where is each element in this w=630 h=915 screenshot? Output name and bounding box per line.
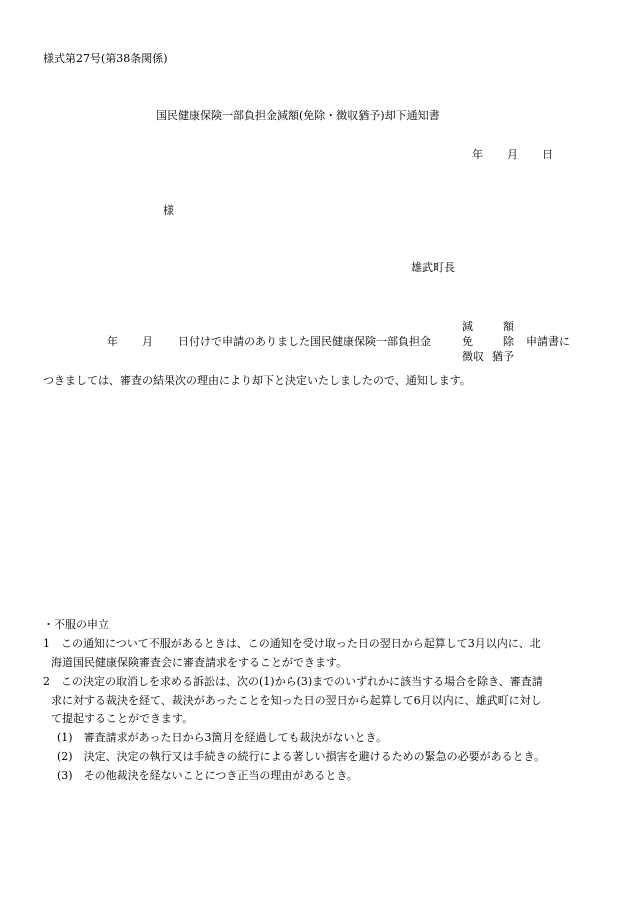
appeal-subitem-1: (1) 審査請求があった日から3箇月を経過しても裁決がないとき。: [57, 731, 388, 744]
appeal-item-2-line-2: 求に対する裁決を経て、裁決があったことを知った日の翌日から起算して6月以内に、雄武町に対し: [51, 694, 542, 707]
application-month-label: 月: [142, 335, 153, 348]
appeal-notes: [43, 0, 623, 915]
document-title: 国民健康保険一部負担金減額(免除・徴収猶予)却下通知書: [156, 109, 440, 122]
appeal-item-2-line-1: 2 この決定の取消しを求める訴訟は、次の(1)から(3)までのいずれかに該当する場合を除き、審査請: [43, 675, 543, 688]
application-suffix: 申請書に: [526, 335, 570, 348]
option-exemption-char-2: 除: [503, 335, 514, 348]
appeal-subitem-2: (2) 決定、決定の執行又は手続きの続行による著しい損害を避けるための緊急の必要があるとき。: [57, 750, 546, 763]
application-year-label: 年: [107, 335, 118, 348]
appeal-heading: ・不服の申立: [43, 618, 109, 631]
appeal-item-1-line-2: 海道国民健康保険審査会に審査請求をすることができます。: [51, 656, 348, 669]
addressee-suffix: 様: [163, 204, 174, 217]
appeal-item-1-line-1: 1 この通知について不服があるときは、この通知を受け取った日の翌日から起算して3月以内に、北: [43, 637, 541, 650]
application-text: 日付けで申請のありました国民健康保険一部負担金: [178, 335, 431, 348]
body-line-2: つきましては、審査の結果次の理由により却下と決定いたしましたので、通知します。: [43, 374, 471, 387]
appeal-subitem-3: (3) その他裁決を経ないことにつき正当の理由があるとき。: [57, 769, 358, 782]
issue-month-label: 月: [507, 148, 518, 161]
sender-name: 雄武町長: [411, 261, 455, 274]
issue-year-label: 年: [472, 148, 483, 161]
option-deferral-part-2: 猶予: [492, 350, 514, 363]
form-number: 様式第27号(第38条関係): [43, 52, 168, 65]
issue-day-label: 日: [542, 148, 553, 161]
option-reduction-char-2: 額: [503, 320, 514, 333]
option-deferral-part-1: 徴収: [462, 350, 484, 363]
option-exemption-char-1: 免: [462, 335, 473, 348]
option-reduction-char-1: 減: [462, 320, 473, 333]
appeal-item-2-line-3: て提起することができます。: [51, 712, 194, 725]
